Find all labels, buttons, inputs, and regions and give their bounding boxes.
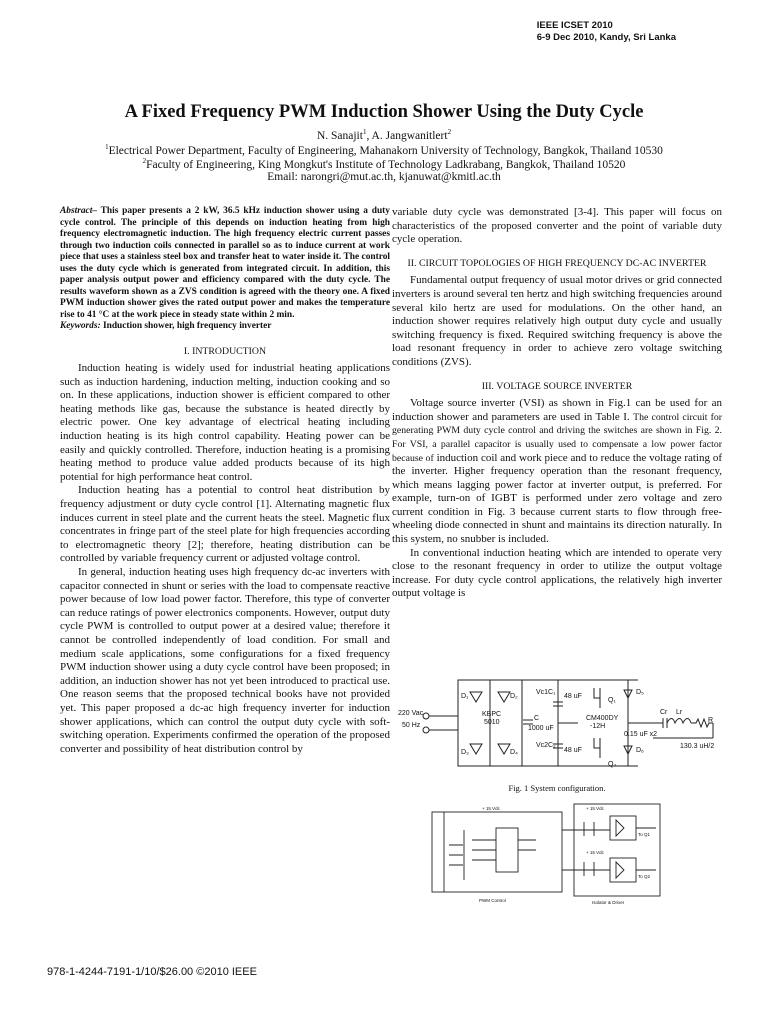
fig1-d2: D₂ [510, 693, 518, 700]
email: Email: narongri@mut.ac.th, kjanuwat@kmitl.ac.th [267, 171, 501, 183]
fig1-cval: 1000 uF [528, 725, 554, 732]
fig1-c1: C₁ [548, 689, 556, 696]
authors [0, 128, 768, 142]
fig1-src-f: 50 Hz [402, 722, 421, 729]
fig1-src-v: 220 Vac [398, 710, 424, 717]
section-3-paragraph-2: In conventional induction heating which are intended to operate very close to the resonant frequency in order to utilize the output voltage increase. For duty cycle control applications, the relatively high inverter output voltage is [392, 546, 722, 600]
fig1-r: R [708, 717, 714, 724]
fig1-lval: 130.3 uH/2 [680, 743, 715, 750]
intro-heading: I. INTRODUCTION [183, 345, 267, 357]
section-2-paragraph: Fundamental output frequency of usual motor drives or grid connected inverters is around several ten hertz and high switching frequencies around several kilo hertz are used for modulations. On the other hand, an induction shower requires relatively high output duty cycle and usually switching frequency is fixed. Required switching frequency is above the load resonant frequency in order to achieve zero voltage switching conditions (ZVS). [392, 274, 722, 368]
figure-2-control-circuit [424, 800, 664, 908]
section-3-heading: III. VOLTAGE SOURCE INVERTER [481, 380, 633, 392]
figure-1-caption: Fig. 1 System configuration. [508, 783, 606, 793]
fig2-iso-label: Isolator & Driver [592, 900, 625, 905]
fig1-c2val: 48 uF [564, 747, 582, 754]
aff-2-text: Faculty of Engineering, King Mongkut's Institute of Technology Ladkrabang, Bangkok, Thailand 10520 [146, 158, 626, 171]
fig2-to-q1: To Q1 [638, 832, 651, 837]
aff-2-sup: 2 [142, 157, 147, 165]
copyright-footer: 978-1-4244-7191-1/10/$26.00 ©2010 IEEE [47, 966, 257, 978]
fig1-lr: Lr [676, 709, 683, 716]
aff-1-text: Electrical Power Department, Faculty of Engineering, Mahanakorn University of Technology, Bangkok, Thailand 10530 [108, 144, 663, 157]
fig1-q1: Q₁ [608, 697, 616, 704]
fig1-kbpc: KBPC [482, 711, 502, 718]
aff-1-sup: 1 [105, 143, 109, 151]
section-2-heading: II. CIRCUIT TOPOLOGIES OF HIGH FREQUENCY DC-AC INVERTER [407, 257, 707, 269]
conference-name: IEEE ICSET 2010 [536, 20, 613, 31]
keywords [60, 321, 390, 333]
author-2-sup: 2 [447, 128, 452, 136]
author-1: N. Sanajit [316, 129, 363, 142]
fig1-capval: 0.15 uF x2 [624, 731, 658, 738]
fig1-c2: C₂ [548, 742, 556, 749]
fig1-c: C [534, 715, 540, 722]
fig2-pwm-label: PWM Control [479, 898, 506, 903]
fig1-igbt-n: -12H [590, 723, 606, 730]
affiliation-1 [0, 143, 768, 157]
fig1-c1val: 48 uF [564, 693, 582, 700]
fig1-vc2: Vc2 [536, 742, 549, 749]
author-2: , A. Jangwanitlert [366, 129, 448, 142]
intro-paragraph-1: Induction heating is widely used for industrial heating applications such as induction hardening, induction melting, induction cooking and so on. In these applications, induction shower is efficient compared to other heating methods like gas, because the substance is heated directly by electric power. One key advantage of electrical heating including induction heating is its high control capability. Heating power can be easily and quickly controlled. Therefore, induction heating is a promising heating method to produce value added products because of its high potential for high performance heat control. [60, 362, 390, 483]
abstract [60, 206, 390, 321]
section-3-text-a: Voltage source inverter (VSI) as shown in Fig.1 can be used for an induction shower and parameters are used in Table I. [392, 397, 722, 423]
fig1-vc1: Vc1 [536, 689, 549, 696]
abstract-label: Abstract– [60, 206, 97, 216]
figure-1-circuit [398, 672, 720, 774]
intro-paragraph-2: Induction heating has a potential to control heat distribution by frequency adjustment or duty cycle control [1]. Alternating magnetic flux induces current in steel plate and the current heats the steel. Magnetic flux concentrates in fringe part of the steel plate for high frequencies according to electromagnetic theory [2]; therefore, heating distribution can be controlled by variable frequency current or adjusted voltage control. [60, 484, 390, 565]
fig1-d5: D₅ [636, 689, 644, 696]
fig1-igbt: CM400DY [586, 715, 619, 722]
fig2-v3: + 15 Vdc [586, 850, 604, 855]
intro-paragraph-3: In general, induction heating uses high frequency dc-ac inverters with capacitor connected in shunt or series with the load to compensate reactive power because of low load power factor. Therefore, this type of converter can reduce ratings of power electronics components. However, output duty cycle PWM is controlled to output power at a desired value; therefore it cannot be controlled independently of load condition. For small and medium scale applications, some configurations for a fixed frequency PWM induction shower using a duty cycle control have been proposed; in addition, an induction shower has not yet been introduced to practical use. One reason seems that the proposed technical books have not provided yet. This paper proposed a dc-ac high frequency inverter for induction shower applications, which can control the output duty cycle with soft-switching operation. Experiments confirmed the operation of the proposed converter and possibility of heat distribution control by [60, 566, 390, 755]
paper-title: A Fixed Frequency PWM Induction Shower Using the Duty Cycle [124, 102, 644, 122]
conference-info [537, 20, 676, 43]
fig2-v2: + 15 Vdc [586, 806, 604, 811]
fig1-d4: D₄ [510, 749, 518, 756]
keywords-text: Induction shower, high frequency inverter [100, 321, 272, 331]
keywords-label: Keywords: [60, 321, 101, 331]
abstract-text: This paper presents a 2 kW, 36.5 kHz induction shower using a duty cycle control. The principle of this depends on induction heating from high frequency electromagnetic induction. The high frequency electric current passes through two induction coils connected in parallel so as to induce current at work piece that uses a stainless steel box and transfer heat to water inside it. The control uses the duty cycle which is generated from integrated circuit. In addition, this paper analysis output power and efficiency compared with the duty cycle. The results waveform shown as a ZVS condition is agreed with the theory one. A fixed PWM induction shower gives the rated output power and makes the temperature rise to 41 °C at the work piece in steady state within 2 min. [60, 206, 390, 320]
fig1-d3: D₃ [461, 749, 469, 756]
fig2-to-q2: To Q2 [638, 874, 651, 879]
fig1-cr: Cr [660, 709, 668, 716]
section-3-text-b: The control circuit for generating PWM duty cycle control and driving the switches are shown in Fig. 2. For VSI, a parallel capacitor is usually used to compensate a low power factor because of [392, 411, 722, 464]
fig1-d6: D₆ [636, 747, 644, 754]
right-paragraph-0: variable duty cycle was demonstrated [3-4]. This paper will focus on characteristics of the proposed converter and the point of variable duty cycle operation. [392, 206, 722, 246]
right-column [392, 206, 722, 601]
affiliation-2 [0, 157, 768, 171]
conference-dates: 6-9 Dec 2010, Kandy, Sri Lanka [536, 31, 676, 43]
author-1-sup: 1 [362, 128, 367, 136]
section-3-text-c: induction coil and work piece and to reduce the voltage rating of the inverter. Higher frequency operation than the resonant frequency, which means lagging power factor at inverter output, is preferred. For example, turn-on of IGBT is performed under zero voltage and zero current condition in Fig. 3 because current starts to flow through free-wheeling diode connected in shunt and maintains its direction naturally. In this system, no snubber is included. [392, 451, 722, 546]
section-3-paragraph-1 [392, 397, 722, 547]
fig2-v1: + 15 Vdc [482, 806, 500, 811]
left-column [60, 206, 390, 756]
fig1-q2: Q₂ [608, 761, 617, 768]
fig1-d1: D₁ [461, 693, 469, 700]
fig1-kbpc-n: 5010 [484, 719, 500, 726]
